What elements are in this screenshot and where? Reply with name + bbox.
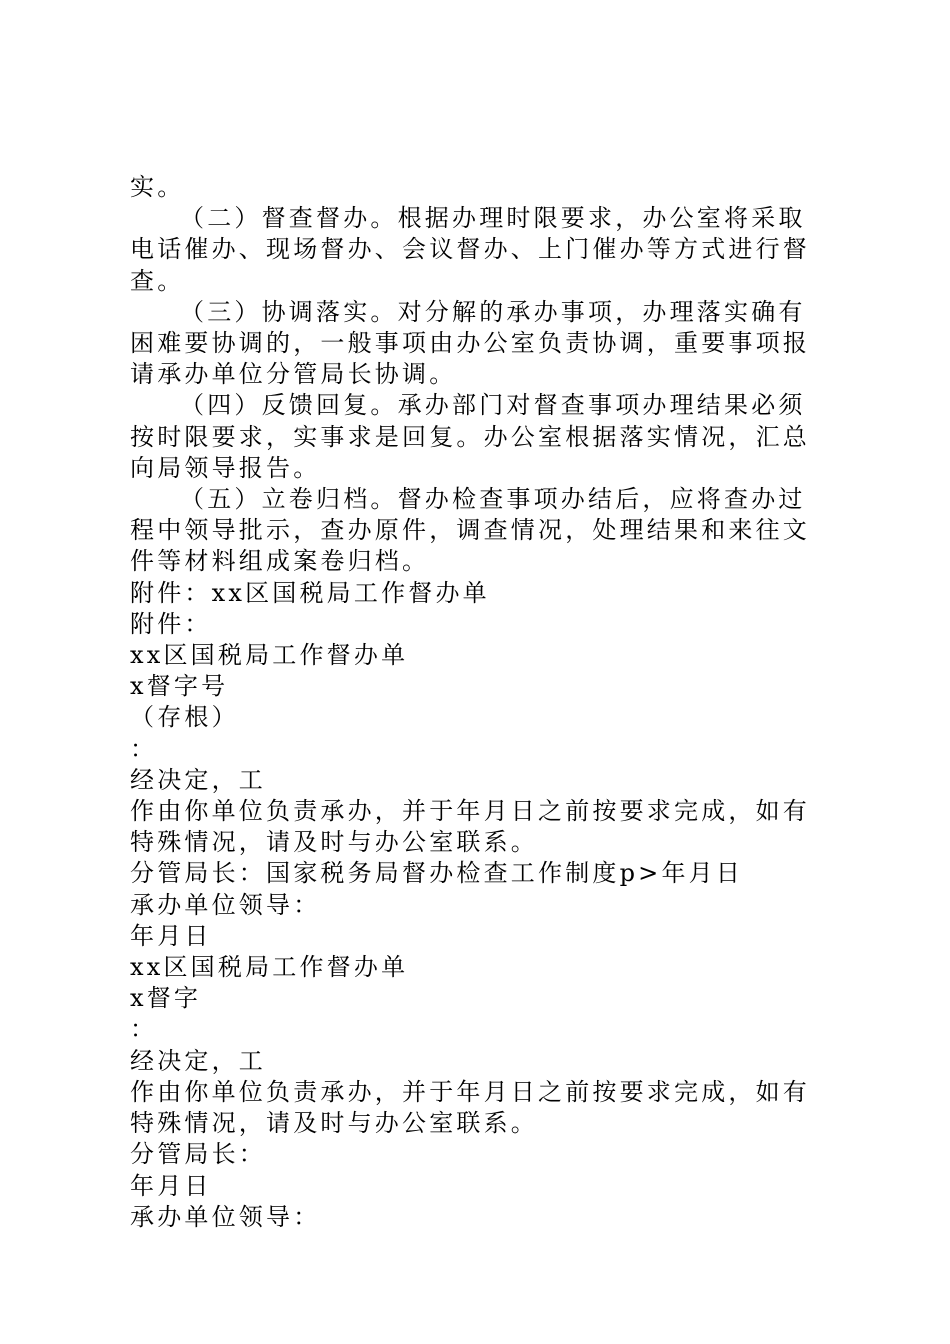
- form-unit-leader-2: 承办单位领导：: [130, 1202, 321, 1231]
- form-director-signature: 分管局长：国家税务局督办检查工作制度p>年月日: [130, 859, 744, 888]
- form-number: x督字号: [130, 672, 229, 701]
- form-decision: 经决定，工: [130, 765, 266, 794]
- paragraph-continuation: 实。: [130, 173, 185, 201]
- form-unit-leader: 承办单位领导：: [130, 890, 321, 919]
- paragraph-archiving: （五）立卷归档。督办检查事项办结后，应将查办过程中领导批示，查办原件，调查情况，处理结果和来往文件等材料组成案卷归档。: [130, 485, 810, 576]
- form-addressee-2: ：: [130, 1015, 158, 1044]
- form-date: 年月日: [130, 921, 212, 950]
- form-decision-2: 经决定，工: [130, 1046, 266, 1075]
- attachment-line: 附件：xx区国税局工作督办单: [130, 578, 490, 607]
- form-date-2: 年月日: [130, 1171, 212, 1200]
- attachment-label: 附件：: [130, 609, 212, 638]
- form-director-signature-2: 分管局长：: [130, 1140, 266, 1169]
- form-number-2: x督字: [130, 984, 202, 1013]
- form-stub-label: （存根）: [130, 703, 239, 732]
- form-instruction: 作由你单位负责承办，并于年月日之前按要求完成，如有特殊情况，请及时与办公室联系。: [130, 797, 810, 857]
- paragraph-supervision: （二）督查督办。根据办理时限要求，办公室将采取电话催办、现场督办、会议督办、上门催办等方式进行督查。: [130, 204, 810, 295]
- form-instruction-2: 作由你单位负责承办，并于年月日之前按要求完成，如有特殊情况，请及时与办公室联系。: [130, 1077, 810, 1138]
- document-body: [130, 172, 830, 1233]
- form-addressee: ：: [130, 734, 158, 763]
- form-title-2: xx区国税局工作督办单: [130, 953, 409, 982]
- paragraph-feedback: （四）反馈回复。承办部门对督查事项办理结果必须按时限要求，实事求是回复。办公室根据落实情况，汇总向局领导报告。: [130, 391, 810, 482]
- paragraph-coordination: （三）协调落实。对分解的承办事项，办理落实确有困难要协调的，一般事项由办公室负责协调，重要事项报请承办单位分管局长协调。: [130, 297, 810, 389]
- form-title: xx区国税局工作督办单: [130, 641, 409, 670]
